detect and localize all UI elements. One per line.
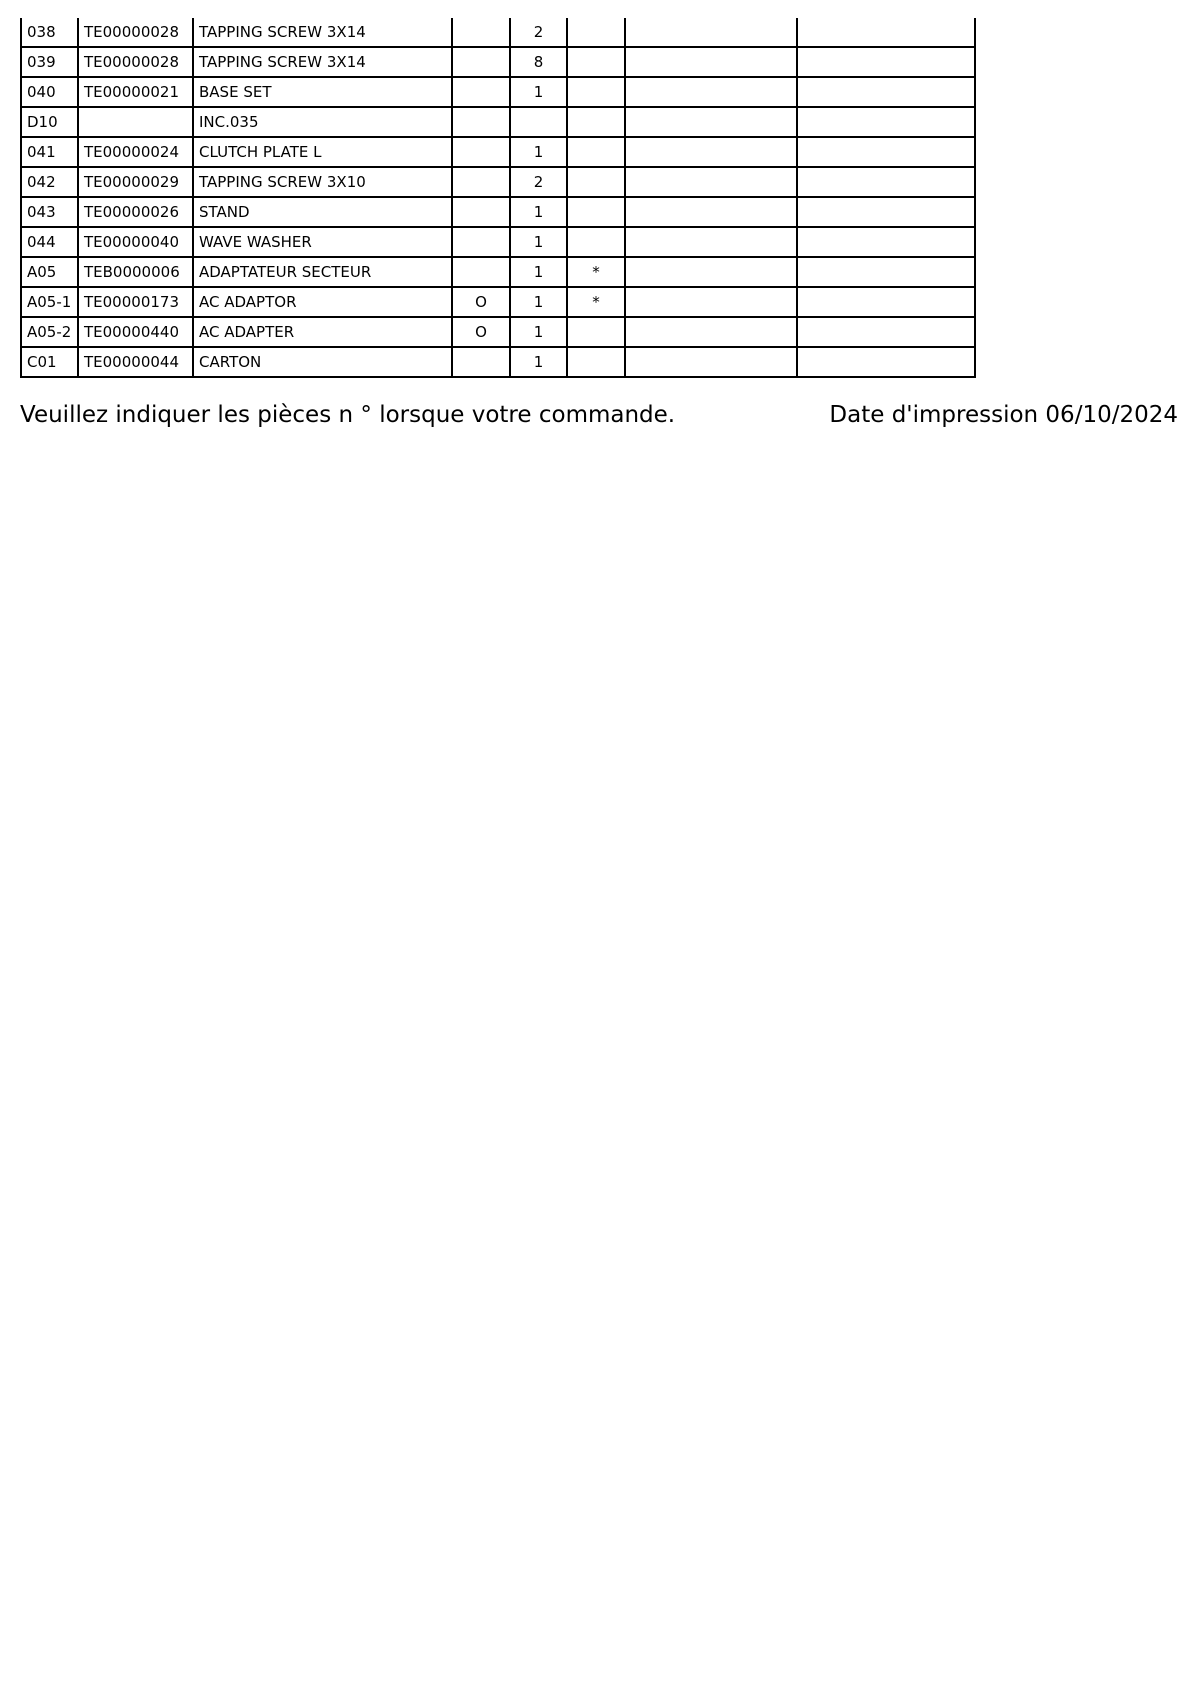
table-row [21,77,975,107]
table-row [21,47,975,77]
cell-item-number: 038 [21,18,78,47]
table-row [21,287,975,317]
cell-item-number: 041 [21,137,78,167]
cell-empty-8 [797,18,975,47]
cell-option [452,47,510,77]
cell-quantity: 1 [510,287,567,317]
cell-part-number: TE00000028 [78,47,193,77]
cell-part-number: TE00000029 [78,167,193,197]
cell-mark [567,197,625,227]
cell-part-number: TE00000173 [78,287,193,317]
cell-item-number: 039 [21,47,78,77]
table-row [21,317,975,347]
cell-part-number: TE00000040 [78,227,193,257]
parts-table-body [21,18,975,377]
cell-description: STAND [193,197,452,227]
cell-quantity [510,107,567,137]
cell-part-number: TE00000024 [78,137,193,167]
cell-empty-7 [625,47,797,77]
cell-mark: * [567,257,625,287]
cell-empty-7 [625,227,797,257]
cell-empty-8 [797,227,975,257]
cell-empty-8 [797,107,975,137]
cell-item-number: A05-2 [21,317,78,347]
table-row [21,197,975,227]
table-row [21,137,975,167]
cell-item-number: C01 [21,347,78,377]
cell-quantity: 1 [510,77,567,107]
cell-quantity: 1 [510,317,567,347]
cell-description: INC.035 [193,107,452,137]
print-date: Date d'impression 06/10/2024 [829,402,1178,428]
cell-item-number: A05-1 [21,287,78,317]
cell-description: ADAPTATEUR SECTEUR [193,257,452,287]
cell-item-number: 044 [21,227,78,257]
cell-empty-8 [797,167,975,197]
cell-empty-8 [797,317,975,347]
cell-mark [567,167,625,197]
cell-quantity: 1 [510,347,567,377]
cell-description: TAPPING SCREW 3X14 [193,18,452,47]
cell-part-number: TE00000044 [78,347,193,377]
cell-description: AC ADAPTER [193,317,452,347]
cell-quantity: 1 [510,137,567,167]
table-row [21,257,975,287]
cell-empty-7 [625,347,797,377]
cell-option: O [452,287,510,317]
cell-option [452,347,510,377]
cell-item-number: D10 [21,107,78,137]
cell-description: TAPPING SCREW 3X14 [193,47,452,77]
cell-mark [567,47,625,77]
cell-description: CLUTCH PLATE L [193,137,452,167]
cell-description: AC ADAPTOR [193,287,452,317]
cell-option [452,137,510,167]
cell-empty-7 [625,257,797,287]
cell-item-number: 042 [21,167,78,197]
cell-mark [567,107,625,137]
cell-quantity: 8 [510,47,567,77]
cell-description: BASE SET [193,77,452,107]
table-row [21,107,975,137]
cell-empty-8 [797,257,975,287]
cell-description: TAPPING SCREW 3X10 [193,167,452,197]
cell-mark [567,18,625,47]
cell-option [452,257,510,287]
cell-option [452,107,510,137]
cell-mark: * [567,287,625,317]
cell-part-number: TE00000440 [78,317,193,347]
cell-empty-7 [625,107,797,137]
cell-option [452,18,510,47]
table-row [21,167,975,197]
cell-empty-7 [625,137,797,167]
table-row [21,18,975,47]
cell-empty-7 [625,18,797,47]
cell-empty-8 [797,197,975,227]
cell-empty-8 [797,137,975,167]
cell-quantity: 2 [510,18,567,47]
cell-quantity: 1 [510,257,567,287]
cell-mark [567,317,625,347]
cell-mark [567,347,625,377]
cell-option [452,77,510,107]
cell-empty-8 [797,287,975,317]
cell-quantity: 2 [510,167,567,197]
table-row [21,347,975,377]
cell-empty-8 [797,347,975,377]
cell-empty-7 [625,77,797,107]
cell-part-number: TE00000021 [78,77,193,107]
cell-option [452,227,510,257]
cell-empty-7 [625,197,797,227]
cell-empty-8 [797,47,975,77]
cell-mark [567,137,625,167]
cell-option: O [452,317,510,347]
table-row [21,227,975,257]
cell-description: WAVE WASHER [193,227,452,257]
cell-item-number: A05 [21,257,78,287]
cell-quantity: 1 [510,227,567,257]
cell-empty-8 [797,77,975,107]
cell-option [452,167,510,197]
cell-mark [567,77,625,107]
cell-empty-7 [625,317,797,347]
cell-part-number [78,107,193,137]
cell-option [452,197,510,227]
cell-part-number: TEB0000006 [78,257,193,287]
cell-mark [567,227,625,257]
cell-empty-7 [625,287,797,317]
cell-item-number: 040 [21,77,78,107]
cell-empty-7 [625,167,797,197]
order-instruction-note: Veuillez indiquer les pièces n ° lorsque votre commande. [20,402,676,428]
cell-description: CARTON [193,347,452,377]
parts-list-table [20,18,976,378]
cell-part-number: TE00000026 [78,197,193,227]
cell-part-number: TE00000028 [78,18,193,47]
cell-item-number: 043 [21,197,78,227]
cell-quantity: 1 [510,197,567,227]
